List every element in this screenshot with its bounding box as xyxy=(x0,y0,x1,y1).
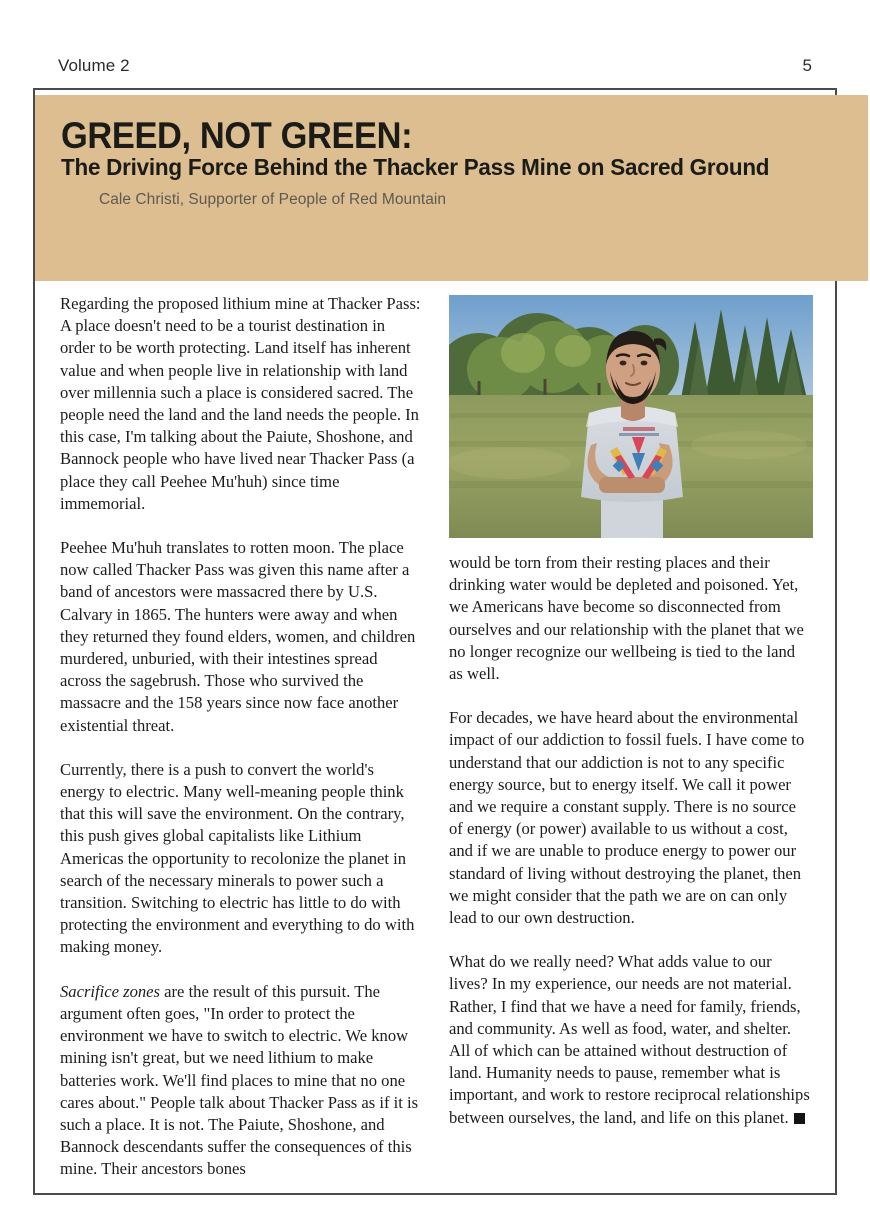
masthead-inner xyxy=(61,115,858,209)
paragraph: Currently, there is a push to convert the world's energy to electric. Many well-meaning people think that this will save the environment. On the contrary, this push gives global capitalists like Lithium Americas the opportunity to recolonize the planet in search of the necessary minerals to power such a transition. Switching to electric has little to do with protecting the environment and everything to do with making money. xyxy=(60,759,415,957)
article-title: GREED, NOT GREEN: xyxy=(61,115,413,156)
running-head xyxy=(58,52,812,80)
article-byline: Cale Christi, Supporter of People of Red Mountain xyxy=(99,190,447,208)
photograph-illustration xyxy=(449,295,813,538)
paragraph-text: are the result of this pursuit. The argument often goes, "In order to protect the environment we have to switch to electric. We know mining isn't great, but we need lithium to make batteries work. We'll find places to mine that no one cares about." People talk about Thacker Pass as if it is such a place. It is not. The Paiute, Shoshone, and Bannock descendants suffer the consequences of this mine. Their ancestors bones xyxy=(60,981,419,1179)
page-number: 5 xyxy=(802,56,812,75)
article-masthead xyxy=(35,95,868,281)
paragraph-text: What do we really need? What adds value to our lives? In my experience, our needs are not material. Rather, I find that we have a need for family, friends, and community. As well as food, water, and shelter. All of which can be attained without destruction of land. Humanity needs to pause, remember what is important, and work to restore reciprocal relationships between ourselves, the land, and life on this planet. xyxy=(449,952,810,1127)
paragraph: would be torn from their resting places and their drinking water would be depleted and poisoned. Yet, we Americans have become so disconnected from ourselves and our relationship with the planet that we no longer recognize our wellbeing is tied to the land as well. xyxy=(449,553,804,684)
paragraph: Regarding the proposed lithium mine at Thacker Pass: A place doesn't need to be a tourist destination in order to be worth protecting. Land itself has inherent value and when people live in relationship with land over millennia such a place is considered sacred. The people need the land and the land needs the people. In this case, I'm talking about the Paiute, Shoshone, and Bannock people who have lived near Thacker Pass (a place they call Peehee Mu'huh) since time immemorial. xyxy=(60,294,421,513)
article-body-right-column xyxy=(449,552,813,1129)
paragraph xyxy=(60,981,422,1181)
paragraph: For decades, we have heard about the environmental impact of our addiction to fossil fuels. I have come to understand that our addiction is not to any specific energy source, but to energy itself. We call it power and we require a constant supply. There is no source of energy (or power) available to us without a cost, and if we are unable to produce energy to power our standard of living without destroying the planet, then we might consider that the path we are on can only lead to our own destruction. xyxy=(449,708,805,928)
author-photograph xyxy=(449,295,813,538)
paragraph xyxy=(449,951,813,1129)
end-of-article-mark xyxy=(794,1113,805,1124)
article-subtitle: The Driving Force Behind the Thacker Pass Mine on Sacred Ground xyxy=(61,154,770,181)
volume-label: Volume 2 xyxy=(58,56,130,75)
article-body-left-column xyxy=(60,293,422,1181)
paragraph: Peehee Mu'huh translates to rotten moon. The place now called Thacker Pass was given this name after a band of ancestors were massacred there by U.S. Calvary in 1865. The hunters were away and when they returned they found elders, women, and children murdered, unburied, with their intestines spread across the sagebrush. Those who survived the massacre and the 158 years since now face another existential threat. xyxy=(60,538,416,735)
italic-term: Sacrifice zones xyxy=(60,981,161,1001)
